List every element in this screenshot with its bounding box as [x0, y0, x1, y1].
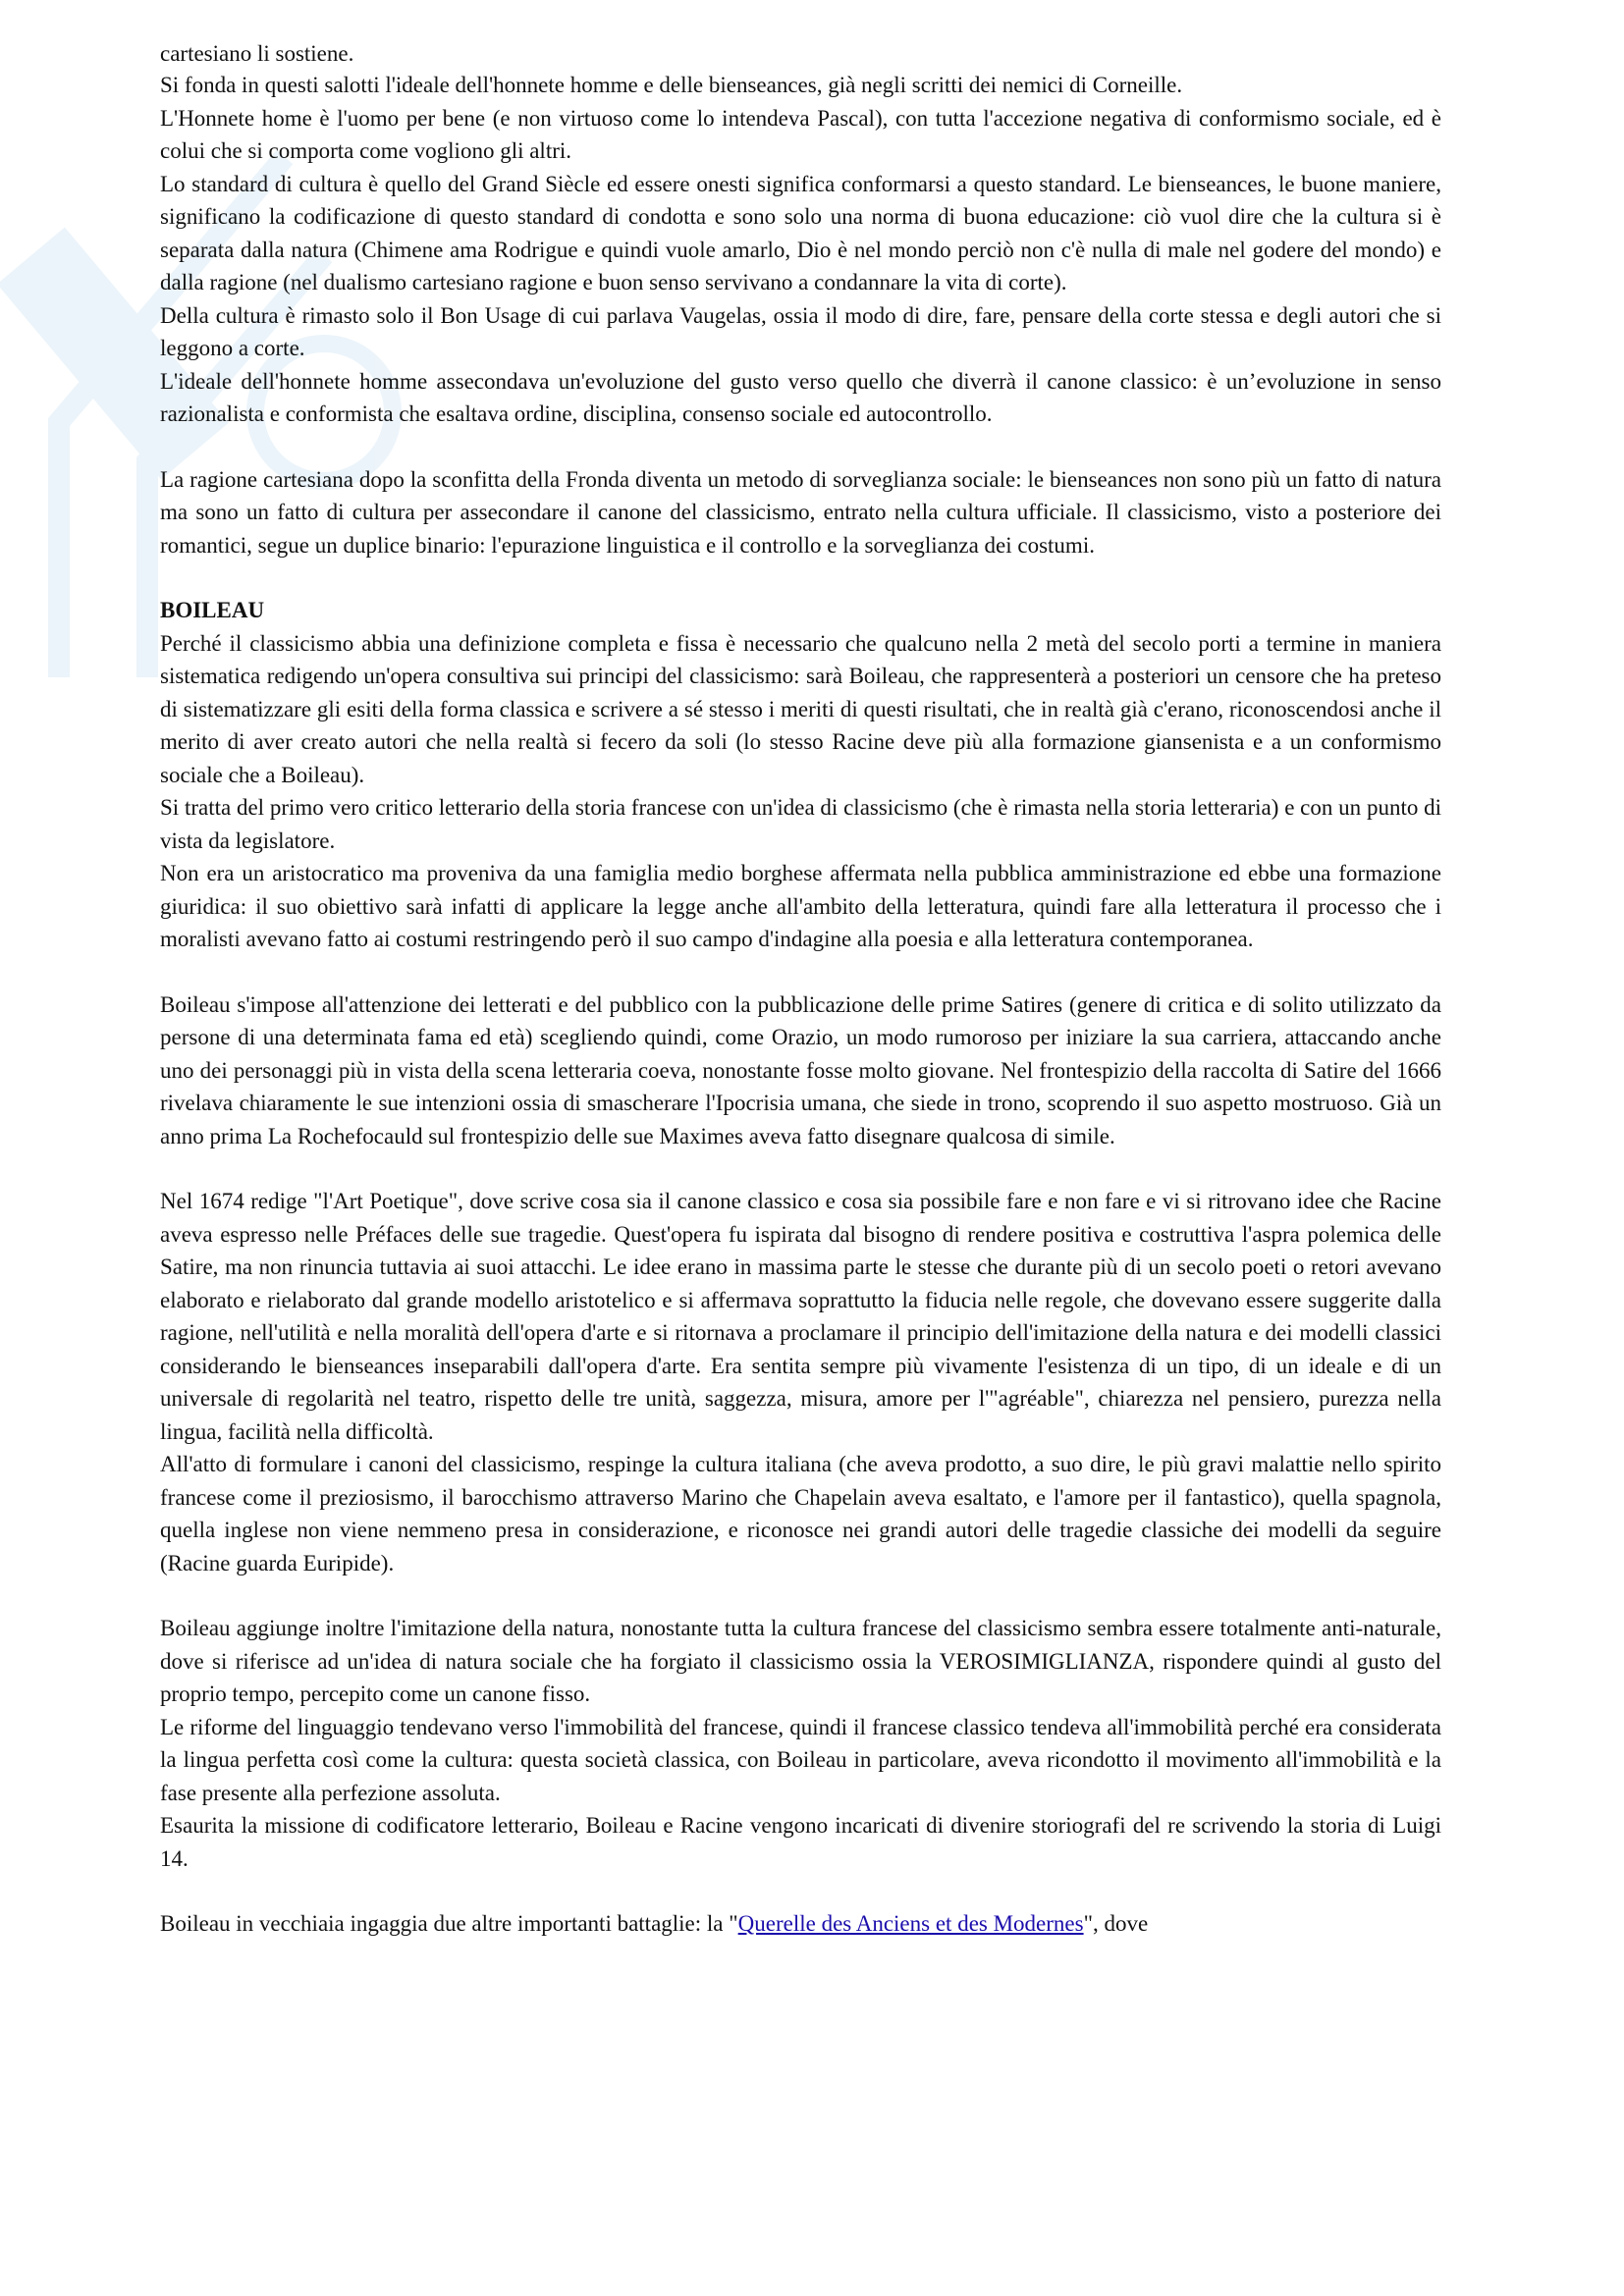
paragraph: Non era un aristocratico ma proveniva da una famiglia medio borghese affermata nella pubblica amministrazione ed ebbe una formazione giuridica: il suo obiettivo sarà infatti di applicare la legge anche all'ambito della letteratura, quindi fare alla letteratura il processo che i moralisti avevano fatto ai costumi restringendo però il suo campo d'indagine alla poesia e alla letteratura contemporanea. — [160, 861, 1441, 951]
cut-off-line: cartesiano li sostiene. — [160, 41, 354, 66]
paragraph: La ragione cartesiana dopo la sconfitta della Fronda diventa un metodo di sorveglianza sociale: le bienseances non sono più un fatto di natura ma sono un fatto di cultura per assecondare il canone del classicismo, entrato nella cultura ufficiale. Il classicismo, visto a posteriore dei romantici, segue un duplice binario: l'epurazione linguistica e il controllo e la sorveglianza dei costumi. — [160, 466, 1441, 558]
paragraph-text: ", dove — [1083, 1911, 1149, 1936]
paragraph: Della cultura è rimasto solo il Bon Usage di cui parlava Vaugelas, ossia il modo di dire, fare, pensare della corte stessa e degli autori che si leggono a corte. — [160, 302, 1441, 360]
paragraph: Boileau s'impose all'attenzione dei letterati e del pubblico con la pubblicazione delle prime Satires (genere di critica e di solito utilizzato da persone di una determinata fama ed età) scegliendo quindi, come Orazio, un modo rumoroso per iniziare la sua carriera, attaccando anche uno dei personaggi più in vista della scena letteraria coeva, nonostante fosse molto giovane. Nel frontespizio della raccolta di Satire del 1666 rivelava chiaramente le sue intenzioni ossia di smascherare l'Ipocrisia umana, che siede in trono, scoprendo il suo aspetto mostruoso. Già un anno prima La Rochefocauld sul frontespizio delle sue Maximes aveva fatto disegnare qualcosa di simile. — [160, 991, 1441, 1148]
paragraph: Si fonda in questi salotti l'ideale dell'honnete homme e delle bienseances, già negli scritti dei nemici di Corneille. — [160, 73, 1183, 97]
section-heading: BOILEAU — [160, 598, 265, 622]
paragraph: Perché il classicismo abbia una definizione completa e fissa è necessario che qualcuno nella 2 metà del secolo porti a termine in maniera sistematica redigendo un'opera consultiva sui principi del classicismo: sarà Boileau, che rappresenterà a posteriori un censore che ha preteso di sistematizzare gli esiti della forma classica e scrivere a sé stesso i meriti di questi risultati, che in realtà già c'erano, riconoscendosi anche il merito di aver creato autori che nella realtà si fecero da soli (lo stesso Racine deve più alla formazione giansenista e a un conformismo sociale che a Boileau). — [160, 630, 1441, 787]
paragraph-with-link — [160, 1907, 1441, 1941]
paragraph: Lo standard di cultura è quello del Grand Siècle ed essere onesti significa conformarsi a questo standard. Le bienseances, le buone maniere, significano la codificazione di questo standard di condotta e sono solo una norma di buona educazione: ciò vuol dire che la cultura si è separata dalla natura (Chimene ama Rodrigue e quindi vuole amarlo, Dio è nel mondo perciò non c'è nulla di male nel godere del mondo) e dalla ragione (nel dualismo cartesiano ragione e buon senso servivano a condannare la vita di corte). — [160, 171, 1441, 294]
paragraph: All'atto di formulare i canoni del classicismo, respinge la cultura italiana (che aveva prodotto, a suo dire, le più gravi malattie nello spirito francese come il preziosismo, il barocchismo attraverso Marino che Chapelain aveva esaltato, e l'amore per il fantastico), quella spagnola, quella inglese non viene nemmeno presa in considerazione, e riconosce nei grandi autori delle tragedie classiche dei modelli da seguire (Racine guarda Euripide). — [160, 1452, 1441, 1575]
paragraph: L'ideale dell'honnete homme assecondava un'evoluzione del gusto verso quello che diverrà il canone classico: è un’evoluzione in senso razionalista e conformista che esaltava ordine, disciplina, consenso sociale ed autocontrollo. — [160, 368, 1441, 426]
paragraph: Esaurita la missione di codificatore letterario, Boileau e Racine vengono incaricati di divenire storiografi del re scrivendo la storia di Luigi 14. — [160, 1813, 1441, 1871]
querelle-link[interactable]: Querelle des Anciens et des Modernes — [737, 1911, 1084, 1936]
document-body — [160, 41, 1441, 1941]
paragraph: Nel 1674 redige "l'Art Poetique", dove scrive cosa sia il canone classico e cosa sia possibile fare e non fare e vi si ritrovano idee che Racine aveva espresso nelle Préfaces delle sue tragedie. Quest'opera fu ispirata dal bisogno di rendere positiva e costruttiva l'aspra polemica delle Satire, ma non rinuncia tuttavia ai suoi attacchi. Le idee erano in massima parte le stesse che durante più di un secolo poeti o retori avevano elaborato e rielaborato dal grande modello aristotelico e si affermava soprattutto la fiducia nelle regole, che dovevano essere suggerite dalla ragione, nell'utilità e nella moralità dell'opera d'arte e si ritornava a proclamare il principio dell'imitazione della natura e dei modelli classici considerando le bienseances inseparabili dall'opera d'arte. Era sentita sempre più vivamente l'esistenza di un tipo, di un ideale e di un universale di regolarità nel teatro, rispetto delle tre unità, saggezza, misura, amore per l'"agréable", chiarezza nel pensiero, purezza nella lingua, facilità nella difficoltà. — [160, 1189, 1441, 1444]
paragraph: Le riforme del linguaggio tendevano verso l'immobilità del francese, quindi il francese classico tendeva all'immobilità perché era considerata la lingua perfetta così come la cultura: questa società classica, con Boileau in particolare, aveva ricondotto il movimento all'immobilità e la fase presente alla perfezione assoluta. — [160, 1714, 1441, 1805]
paragraph: L'Honnete home è l'uomo per bene (e non virtuoso come lo intendeva Pascal), con tutta l'accezione negativa di conformismo sociale, ed è colui che si comporta come vogliono gli altri. — [160, 105, 1441, 163]
paragraph: Si tratta del primo vero critico letterario della storia francese con un'idea di classicismo (che è rimasta nella storia letteraria) e con un punto di vista da legislatore. — [160, 795, 1441, 853]
paragraph-text: Boileau in vecchiaia ingaggia due altre importanti battaglie: la " — [160, 1911, 738, 1936]
paragraph: Boileau aggiunge inoltre l'imitazione della natura, nonostante tutta la cultura francese del classicismo sembra essere totalmente anti-naturale, dove si riferisce ad un'idea di natura sociale che ha forgiato il classicismo ossia la VEROSIMIGLIANZA, rispondere quindi al gusto del proprio tempo, percepito come un canone fisso. — [160, 1616, 1441, 1706]
